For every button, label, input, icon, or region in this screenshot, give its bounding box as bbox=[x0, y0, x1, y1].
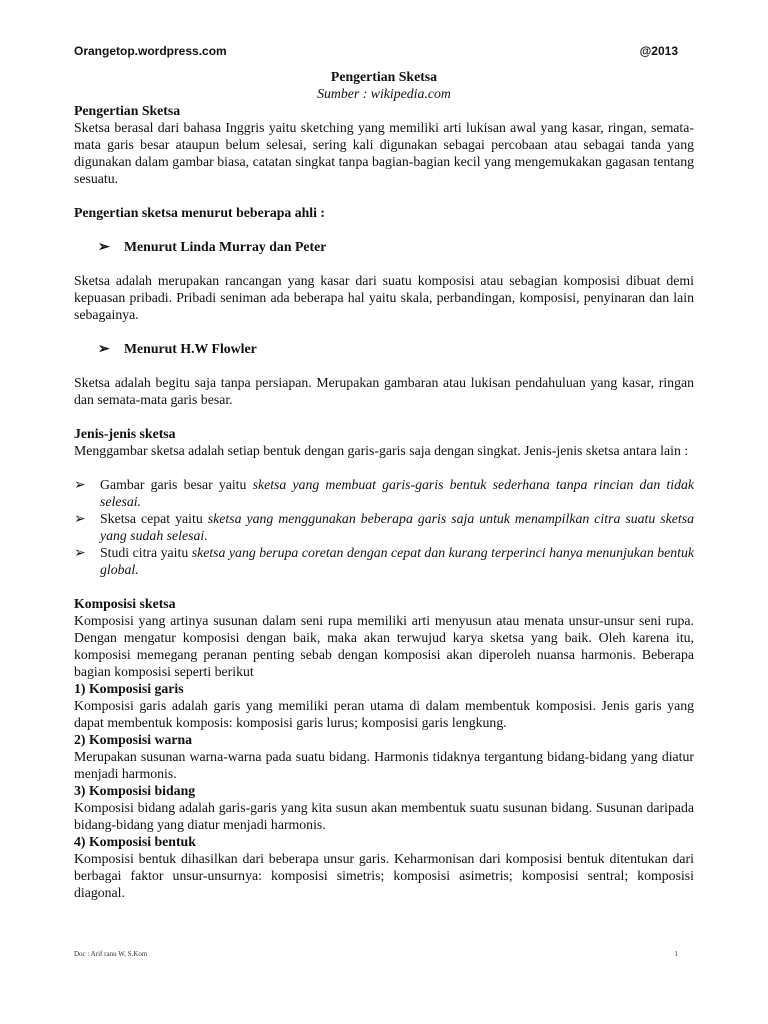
list-item: ➢ Studi citra yaitu sketsa yang berupa coretan dengan cepat dan kurang terperinci hanya menunjukan bentuk global. bbox=[74, 545, 694, 577]
arrow-bullet-icon: ➢ bbox=[98, 341, 110, 356]
composition-paragraph: Komposisi bentuk dihasilkan dari beberapa unsur garis. Keharmonisan dari komposisi bentuk ditentukan dari berbagai faktor unsur-unsurnya: komposisi simetris; komposisi asimetris; komposisi sentral; komposisi diagonal. bbox=[74, 851, 694, 900]
expert-paragraph: Sketsa adalah begitu saja tanpa persiapan. Merupakan gambaran atau lukisan pendahuluan yang kasar, ringan dan semata-mata garis besar. bbox=[74, 375, 694, 407]
footer-author: Doc : Arif ranu W, S.Kom bbox=[74, 950, 148, 958]
composition-intro: Komposisi yang artinya susunan dalam seni rupa memiliki arti menyusun atau menata unsur-unsur seni rupa. Dengan mengatur komposisi dengan baik, maka akan terwujud karya sketsa yang baik. Oleh karena itu, komposisi memegang peranan penting sebab dengan komposisi akan diperoleh nuansa harmonis. Beberapa bagian komposisi seperti berikut bbox=[74, 613, 694, 679]
page-number: 1 bbox=[674, 950, 678, 958]
composition-heading: Komposisi sketsa bbox=[74, 596, 176, 611]
header-year: @2013 bbox=[639, 44, 678, 58]
experts-heading: Pengertian sketsa menurut beberapa ahli : bbox=[74, 205, 326, 220]
composition-paragraph: Komposisi bidang adalah garis-garis yang kita susun akan membentuk suatu susunan bidang. Susunan daripada bidang-bidang yang diatur menjadi harmonis. bbox=[74, 800, 694, 832]
arrow-bullet-icon: ➢ bbox=[74, 511, 86, 526]
section-paragraph: Sketsa berasal dari bahasa Inggris yaitu sketching yang memiliki arti lukisan awal yang kasar, ringan, semata-mata garis besar ataupun belum selesai, sering kali digunakan sebagai percobaan atau sebagai tanda yang digunakan dalam gambar biasa, catatan singkat tanpa bagian-bagian kecil yang mengemukakan gagasan tentang sesuatu. bbox=[74, 120, 694, 186]
types-list bbox=[74, 476, 694, 578]
composition-subheading: 3) Komposisi bidang bbox=[74, 783, 196, 798]
composition-subheading: 1) Komposisi garis bbox=[74, 681, 184, 696]
expert-paragraph: Sketsa adalah merupakan rancangan yang kasar dari suatu komposisi atau sebagian komposisi dibuat demi kepuasan pribadi. Pribadi seniman ada beberapa hal yaitu skala, perbandingan, komposisi, penyinaran dan lain sebagainya. bbox=[74, 273, 694, 322]
list-item: ➢ Sketsa cepat yaitu sketsa yang menggunakan beberapa garis saja untuk menampilkan citra suatu sketsa yang sudah selesai. bbox=[74, 511, 694, 543]
arrow-bullet-icon: ➢ bbox=[98, 239, 110, 254]
arrow-bullet-icon: ➢ bbox=[74, 477, 86, 492]
arrow-bullet-icon: ➢ bbox=[74, 545, 86, 560]
header-site: Orangetop.wordpress.com bbox=[74, 44, 227, 58]
types-intro: Menggambar sketsa adalah setiap bentuk dengan garis-garis saja dengan singkat. Jenis-jenis sketsa antara lain : bbox=[74, 443, 689, 458]
section-heading: Pengertian Sketsa bbox=[74, 103, 181, 118]
document-title: Pengertian Sketsa bbox=[330, 69, 438, 84]
expert-heading: ➢ Menurut Linda Murray dan Peter bbox=[98, 239, 327, 254]
list-item: ➢ Gambar garis besar yaitu sketsa yang membuat garis-garis bentuk sederhana tanpa rincian dan tidak selesai. bbox=[74, 477, 694, 509]
composition-paragraph: Merupakan susunan warna-warna pada suatu bidang. Harmonis tidaknya tergantung bidang-bidang yang diatur menjadi harmonis. bbox=[74, 749, 694, 781]
composition-paragraph: Komposisi garis adalah garis yang memiliki peran utama di dalam membentuk komposisi. Jenis garis yang dapat membentuk komposis: komposisi garis lurus; komposisi garis lengkung. bbox=[74, 698, 694, 730]
document-body bbox=[74, 68, 694, 901]
expert-heading: ➢ Menurut H.W Flowler bbox=[98, 341, 257, 356]
types-heading: Jenis-jenis sketsa bbox=[74, 426, 176, 441]
document-source: Sumber : wikipedia.com bbox=[317, 86, 451, 101]
composition-subheading: 4) Komposisi bentuk bbox=[74, 834, 196, 849]
composition-subheading: 2) Komposisi warna bbox=[74, 732, 193, 747]
